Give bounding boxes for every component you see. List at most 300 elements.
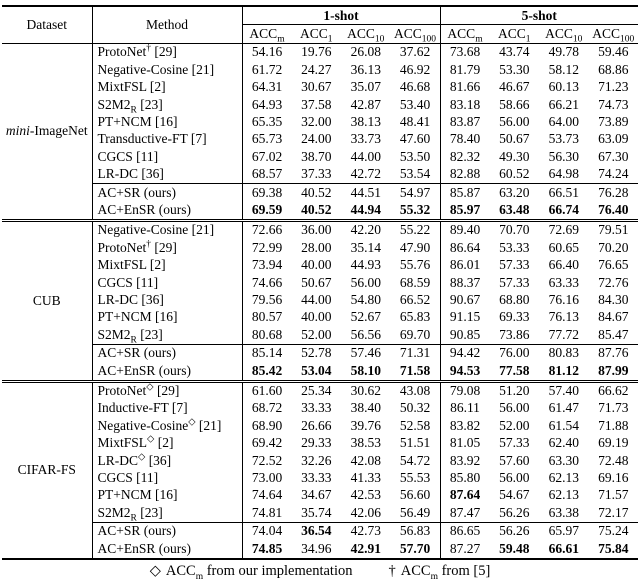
value-cell: 90.67	[440, 292, 490, 309]
value-cell: 74.24	[598, 166, 629, 182]
value-cell: 77.58	[490, 362, 540, 381]
value-cell: 25.34	[301, 383, 332, 399]
value-cell: 35.74	[301, 504, 332, 520]
value-cell: 73.89	[598, 113, 629, 129]
value-cell: 42.20	[350, 222, 381, 238]
value-cell: 38.40	[350, 400, 381, 416]
value-cell: 56.00	[499, 400, 530, 416]
method-cell: ProtoNet† [29]	[92, 239, 242, 256]
table-row	[2, 274, 638, 291]
value-cell: 81.12	[539, 362, 589, 381]
value-cell: 42.53	[350, 487, 381, 503]
value-cell: 64.00	[548, 113, 579, 129]
footnote-text: from our implementation	[203, 562, 353, 579]
method-cell: ProtoNet◇ [29]	[92, 381, 242, 400]
value-cell: 72.48	[598, 452, 629, 468]
method-cell: PT+NCM [16]	[92, 113, 242, 130]
value-cell: 55.76	[399, 257, 431, 273]
method-cell: LR-DC [36]	[92, 166, 242, 184]
value-cell: 73.94	[242, 257, 292, 274]
value-cell: 40.00	[301, 257, 332, 273]
value-cell: 29.33	[301, 435, 332, 451]
col-header-acc10-1shot	[341, 25, 391, 43]
value-cell: 44.00	[301, 292, 332, 307]
method-cell: CGCS [11]	[92, 148, 242, 165]
method-cell: Negative-Cosine [21]	[92, 220, 242, 239]
col-header-acc1-5shot	[490, 25, 540, 43]
value-cell: 52.00	[301, 326, 332, 342]
value-cell: 73.00	[242, 470, 292, 487]
value-cell: 85.80	[440, 470, 490, 487]
value-cell: 43.74	[499, 44, 530, 60]
value-cell: 56.56	[350, 326, 381, 342]
table-row	[2, 43, 638, 61]
dataset-group	[2, 43, 638, 220]
value-cell: 41.33	[350, 470, 381, 486]
value-cell: 79.51	[598, 222, 629, 238]
value-cell: 35.07	[350, 79, 381, 95]
method-cell: ProtoNet† [29]	[92, 43, 242, 61]
acc-subscript: m	[475, 34, 483, 44]
value-cell: 65.97	[539, 522, 589, 540]
value-cell: 24.00	[301, 131, 332, 147]
method-cell: AC+SR (ours)	[92, 344, 242, 362]
value-cell: 33.33	[301, 400, 332, 416]
value-cell: 58.12	[548, 61, 579, 77]
col-header-acc1-1shot	[292, 25, 342, 43]
value-cell: 69.59	[242, 201, 292, 220]
table-row	[2, 400, 638, 417]
table-row	[2, 201, 638, 220]
acc-subscript: 100	[421, 34, 436, 44]
col-header-accm-5shot	[440, 25, 490, 43]
value-cell: 52.00	[499, 417, 530, 433]
value-cell: 71.57	[598, 487, 629, 503]
value-cell: 64.31	[242, 79, 292, 96]
value-cell: 66.52	[399, 292, 431, 307]
value-cell: 57.40	[548, 383, 579, 399]
value-cell: 64.93	[242, 96, 292, 113]
method-cell: LR-DC◇ [36]	[92, 452, 242, 469]
value-cell: 85.42	[242, 362, 292, 381]
value-cell: 76.16	[548, 292, 579, 307]
table-row	[2, 166, 638, 184]
value-cell: 66.74	[539, 201, 589, 220]
col-header-accm-1shot	[242, 25, 292, 43]
value-cell: 56.30	[548, 148, 579, 164]
value-cell: 49.78	[548, 44, 579, 60]
value-cell: 79.08	[440, 381, 490, 400]
table-row	[2, 522, 638, 540]
value-cell: 61.72	[242, 61, 292, 78]
value-cell: 76.00	[490, 344, 540, 362]
value-cell: 90.85	[440, 326, 490, 344]
value-cell: 56.60	[399, 487, 431, 503]
value-cell: 75.84	[598, 540, 629, 556]
footnote-acc-label: ACC	[165, 562, 196, 579]
value-cell: 44.93	[350, 257, 381, 273]
col-header-method: Method	[92, 6, 242, 43]
value-cell: 62.13	[548, 470, 579, 486]
value-cell: 85.97	[440, 201, 490, 220]
dataset-group	[2, 381, 638, 559]
value-cell: 49.30	[499, 148, 530, 164]
dataset-group	[2, 220, 638, 381]
value-cell: 57.46	[341, 344, 391, 362]
value-cell: 87.47	[440, 504, 490, 522]
value-cell: 46.68	[399, 79, 431, 95]
footnote-item-dagger	[388, 562, 491, 582]
value-cell: 85.87	[440, 184, 490, 202]
results-table	[2, 5, 638, 560]
value-cell: 80.83	[539, 344, 589, 362]
value-cell: 53.50	[399, 148, 431, 164]
diamond-marker-icon: ◇	[149, 562, 161, 579]
value-cell: 63.48	[490, 201, 540, 220]
value-cell: 30.62	[350, 383, 381, 399]
value-cell: 42.06	[350, 504, 381, 520]
value-cell: 51.51	[399, 435, 431, 451]
value-cell: 69.70	[399, 326, 431, 342]
value-cell: 48.41	[399, 113, 431, 129]
method-cell: AC+EnSR (ours)	[92, 540, 242, 558]
value-cell: 86.11	[440, 400, 490, 417]
value-cell: 83.87	[440, 113, 490, 130]
value-cell: 42.72	[350, 166, 381, 182]
method-cell: $S2M2_R$ [23]	[92, 96, 242, 113]
value-cell: 46.92	[399, 61, 431, 77]
method-cell: Negative-Cosine◇ [21]	[92, 417, 242, 434]
acc-subscript: 10	[572, 34, 583, 44]
value-cell: 32.00	[301, 113, 332, 129]
value-cell: 57.33	[499, 274, 530, 290]
value-cell: 76.65	[598, 257, 629, 273]
value-cell: 63.09	[598, 131, 629, 147]
table-row	[2, 309, 638, 326]
table-row	[2, 239, 638, 256]
value-cell: 66.51	[539, 184, 589, 202]
value-cell: 26.66	[301, 417, 332, 433]
value-cell: 83.92	[440, 452, 490, 469]
value-cell: 74.73	[598, 96, 629, 112]
value-cell: 86.64	[440, 239, 490, 256]
value-cell: 75.24	[589, 522, 639, 540]
table-row	[2, 487, 638, 504]
value-cell: 85.47	[598, 326, 629, 342]
value-cell: 71.88	[598, 417, 629, 433]
method-cell: PT+NCM [16]	[92, 487, 242, 504]
value-cell: 72.69	[548, 222, 579, 238]
value-cell: 72.76	[598, 274, 629, 290]
method-cell: AC+SR (ours)	[92, 522, 242, 540]
table-footnote	[2, 563, 638, 580]
method-cell: $S2M2_R$ [23]	[92, 504, 242, 522]
value-cell: 61.47	[548, 400, 579, 416]
table-row	[2, 504, 638, 522]
value-cell: 52.67	[350, 309, 381, 325]
method-cell: MixtFSL◇ [2]	[92, 435, 242, 452]
value-cell: 57.33	[499, 435, 530, 451]
acc-label: ACC	[497, 25, 526, 41]
table-row	[2, 292, 638, 309]
method-cell: CGCS [11]	[92, 274, 242, 291]
footnote-acc-label: ACC	[400, 562, 431, 579]
value-cell: 38.13	[350, 113, 381, 129]
value-cell: 55.22	[399, 222, 431, 238]
value-cell: 82.88	[440, 166, 490, 184]
value-cell: 53.54	[399, 166, 431, 182]
value-cell: 56.49	[399, 504, 431, 520]
value-cell: 59.46	[598, 44, 629, 60]
value-cell: 73.86	[499, 326, 530, 342]
value-cell: 33.33	[301, 470, 332, 486]
value-cell: 63.20	[490, 184, 540, 202]
value-cell: 58.66	[499, 96, 530, 112]
value-cell: 44.51	[341, 184, 391, 202]
value-cell: 76.28	[589, 184, 639, 202]
value-cell: 70.20	[598, 239, 629, 255]
acc-label: ACC	[249, 25, 278, 41]
value-cell: 83.82	[440, 417, 490, 434]
value-cell: 56.83	[391, 522, 441, 540]
col-header-dataset: Dataset	[2, 6, 92, 43]
value-cell: 74.85	[242, 540, 292, 558]
footnote-acc-subscript: m	[430, 571, 438, 582]
value-cell: 26.08	[350, 44, 381, 60]
value-cell: 56.26	[499, 504, 530, 520]
value-cell: 36.13	[350, 61, 381, 77]
value-cell: 37.62	[399, 44, 431, 60]
value-cell: 55.53	[399, 470, 431, 486]
value-cell: 87.27	[440, 540, 490, 558]
dataset-cell: mini-ImageNet	[2, 43, 92, 220]
value-cell: 60.13	[548, 79, 579, 95]
value-cell: 71.31	[391, 344, 441, 362]
value-cell: 36.00	[301, 222, 332, 238]
method-cell: MixtFSL [2]	[92, 79, 242, 96]
value-cell: 56.26	[490, 522, 540, 540]
value-cell: 61.60	[242, 381, 292, 400]
value-cell: 91.15	[440, 309, 490, 326]
value-cell: 68.90	[242, 417, 292, 434]
header-row-groups	[2, 6, 638, 25]
method-cell: LR-DC [36]	[92, 292, 242, 309]
value-cell: 51.20	[499, 383, 530, 399]
method-cell: AC+EnSR (ours)	[92, 362, 242, 381]
value-cell: 87.64	[440, 487, 490, 504]
method-cell: Transductive-FT [7]	[92, 131, 242, 148]
value-cell: 53.30	[499, 61, 530, 77]
value-cell: 58.10	[341, 362, 391, 381]
col-header-acc100-5shot	[589, 25, 639, 43]
value-cell: 35.14	[350, 239, 381, 255]
footnote-text: from [5]	[437, 562, 491, 579]
value-cell: 80.68	[242, 326, 292, 344]
table-row	[2, 435, 638, 452]
value-cell: 57.70	[399, 540, 431, 556]
acc-subscript: 10	[374, 34, 385, 44]
value-cell: 81.66	[440, 79, 490, 96]
value-cell: 42.91	[350, 540, 381, 556]
value-cell: 74.81	[242, 504, 292, 522]
method-cell: $S2M2_R$ [23]	[92, 326, 242, 344]
value-cell: 53.33	[499, 239, 530, 255]
value-cell: 60.52	[499, 166, 530, 182]
value-cell: 67.02	[242, 148, 292, 165]
method-cell: MixtFSL [2]	[92, 257, 242, 274]
value-cell: 69.16	[598, 470, 629, 486]
value-cell: 84.67	[598, 309, 629, 325]
col-header-acc100-1shot	[391, 25, 441, 43]
value-cell: 54.16	[242, 43, 292, 61]
value-cell: 63.38	[548, 504, 579, 520]
value-cell: 81.05	[440, 435, 490, 452]
value-cell: 53.40	[399, 96, 431, 112]
value-cell: 68.59	[399, 274, 431, 290]
value-cell: 40.00	[301, 309, 332, 325]
value-cell: 64.98	[548, 166, 579, 182]
col-group-1shot: 1-shot	[242, 6, 440, 25]
value-cell: 84.30	[598, 292, 629, 307]
value-cell: 50.67	[499, 131, 530, 147]
value-cell: 68.72	[242, 400, 292, 417]
acc-label: ACC	[393, 25, 422, 41]
acc-label: ACC	[592, 25, 620, 41]
value-cell: 55.32	[391, 201, 441, 220]
value-cell: 57.60	[499, 452, 530, 468]
col-header-acc10-5shot	[539, 25, 589, 43]
value-cell: 66.61	[548, 540, 579, 556]
value-cell: 62.40	[548, 435, 579, 451]
value-cell: 69.33	[499, 309, 530, 325]
value-cell: 68.57	[242, 166, 292, 184]
value-cell: 40.52	[292, 201, 342, 220]
value-cell: 63.33	[548, 274, 579, 290]
value-cell: 44.00	[350, 148, 381, 164]
value-cell: 43.08	[399, 383, 431, 399]
value-cell: 77.72	[548, 326, 579, 342]
value-cell: 46.67	[499, 79, 530, 95]
table-row	[2, 113, 638, 130]
value-cell: 54.80	[350, 292, 381, 307]
table-row	[2, 381, 638, 400]
table-row	[2, 257, 638, 274]
value-cell: 72.66	[242, 220, 292, 239]
value-cell: 85.14	[242, 344, 292, 362]
dataset-cell: CUB	[2, 220, 92, 381]
table-row	[2, 131, 638, 148]
table-row	[2, 326, 638, 344]
value-cell: 42.08	[350, 452, 381, 468]
value-cell: 76.13	[548, 309, 579, 325]
value-cell: 47.90	[399, 239, 431, 255]
value-cell: 67.30	[598, 148, 629, 164]
acc-subscript: 100	[620, 34, 635, 44]
method-cell: AC+EnSR (ours)	[92, 201, 242, 220]
value-cell: 24.27	[301, 61, 332, 77]
value-cell: 28.00	[301, 239, 332, 255]
value-cell: 94.42	[440, 344, 490, 362]
table-row	[2, 362, 638, 381]
value-cell: 38.70	[301, 148, 332, 164]
value-cell: 81.79	[440, 61, 490, 78]
value-cell: 66.40	[548, 257, 579, 273]
value-cell: 54.97	[391, 184, 441, 202]
value-cell: 72.17	[598, 504, 629, 520]
value-cell: 50.67	[301, 274, 332, 290]
value-cell: 68.86	[598, 61, 629, 77]
value-cell: 70.70	[499, 222, 530, 238]
value-cell: 52.58	[399, 417, 431, 433]
value-cell: 19.76	[301, 44, 332, 60]
acc-label: ACC	[347, 25, 375, 41]
value-cell: 56.00	[499, 113, 530, 129]
value-cell: 73.68	[440, 43, 490, 61]
value-cell: 83.18	[440, 96, 490, 113]
method-cell: AC+SR (ours)	[92, 184, 242, 202]
value-cell: 74.04	[242, 522, 292, 540]
value-cell: 60.65	[548, 239, 579, 255]
value-cell: 44.94	[341, 201, 391, 220]
value-cell: 59.48	[499, 540, 530, 556]
table-row	[2, 220, 638, 239]
value-cell: 42.73	[341, 522, 391, 540]
acc-subscript: 1	[525, 34, 531, 44]
value-cell: 65.73	[242, 131, 292, 148]
acc-label: ACC	[447, 25, 476, 41]
value-cell: 53.73	[548, 131, 579, 147]
value-cell: 38.53	[350, 435, 381, 451]
value-cell: 79.56	[242, 292, 292, 309]
table-row	[2, 540, 638, 558]
value-cell: 61.54	[548, 417, 579, 433]
value-cell: 71.23	[598, 79, 629, 95]
value-cell: 52.78	[292, 344, 342, 362]
table-row	[2, 148, 638, 165]
value-cell: 40.52	[292, 184, 342, 202]
table-header	[2, 6, 638, 43]
value-cell: 34.96	[301, 540, 332, 556]
value-cell: 37.58	[301, 96, 332, 112]
value-cell: 63.30	[548, 452, 579, 468]
value-cell: 33.73	[350, 131, 381, 147]
table-row	[2, 61, 638, 78]
table-row	[2, 96, 638, 113]
value-cell: 34.67	[301, 487, 332, 503]
value-cell: 50.32	[399, 400, 431, 416]
value-cell: 53.04	[292, 362, 342, 381]
acc-subscript: 1	[327, 34, 333, 44]
value-cell: 74.66	[242, 274, 292, 291]
value-cell: 87.76	[589, 344, 639, 362]
value-cell: 71.58	[391, 362, 441, 381]
value-cell: 82.32	[440, 148, 490, 165]
value-cell: 56.00	[350, 274, 381, 290]
method-cell: Inductive-FT [7]	[92, 400, 242, 417]
value-cell: 65.83	[399, 309, 431, 325]
value-cell: 72.52	[242, 452, 292, 469]
value-cell: 69.38	[242, 184, 292, 202]
value-cell: 54.72	[399, 452, 431, 468]
value-cell: 80.57	[242, 309, 292, 326]
table-row	[2, 470, 638, 487]
value-cell: 39.76	[350, 417, 381, 433]
table-row	[2, 417, 638, 434]
value-cell: 86.65	[440, 522, 490, 540]
value-cell: 88.37	[440, 274, 490, 291]
table-row	[2, 79, 638, 96]
acc-label: ACC	[545, 25, 573, 41]
